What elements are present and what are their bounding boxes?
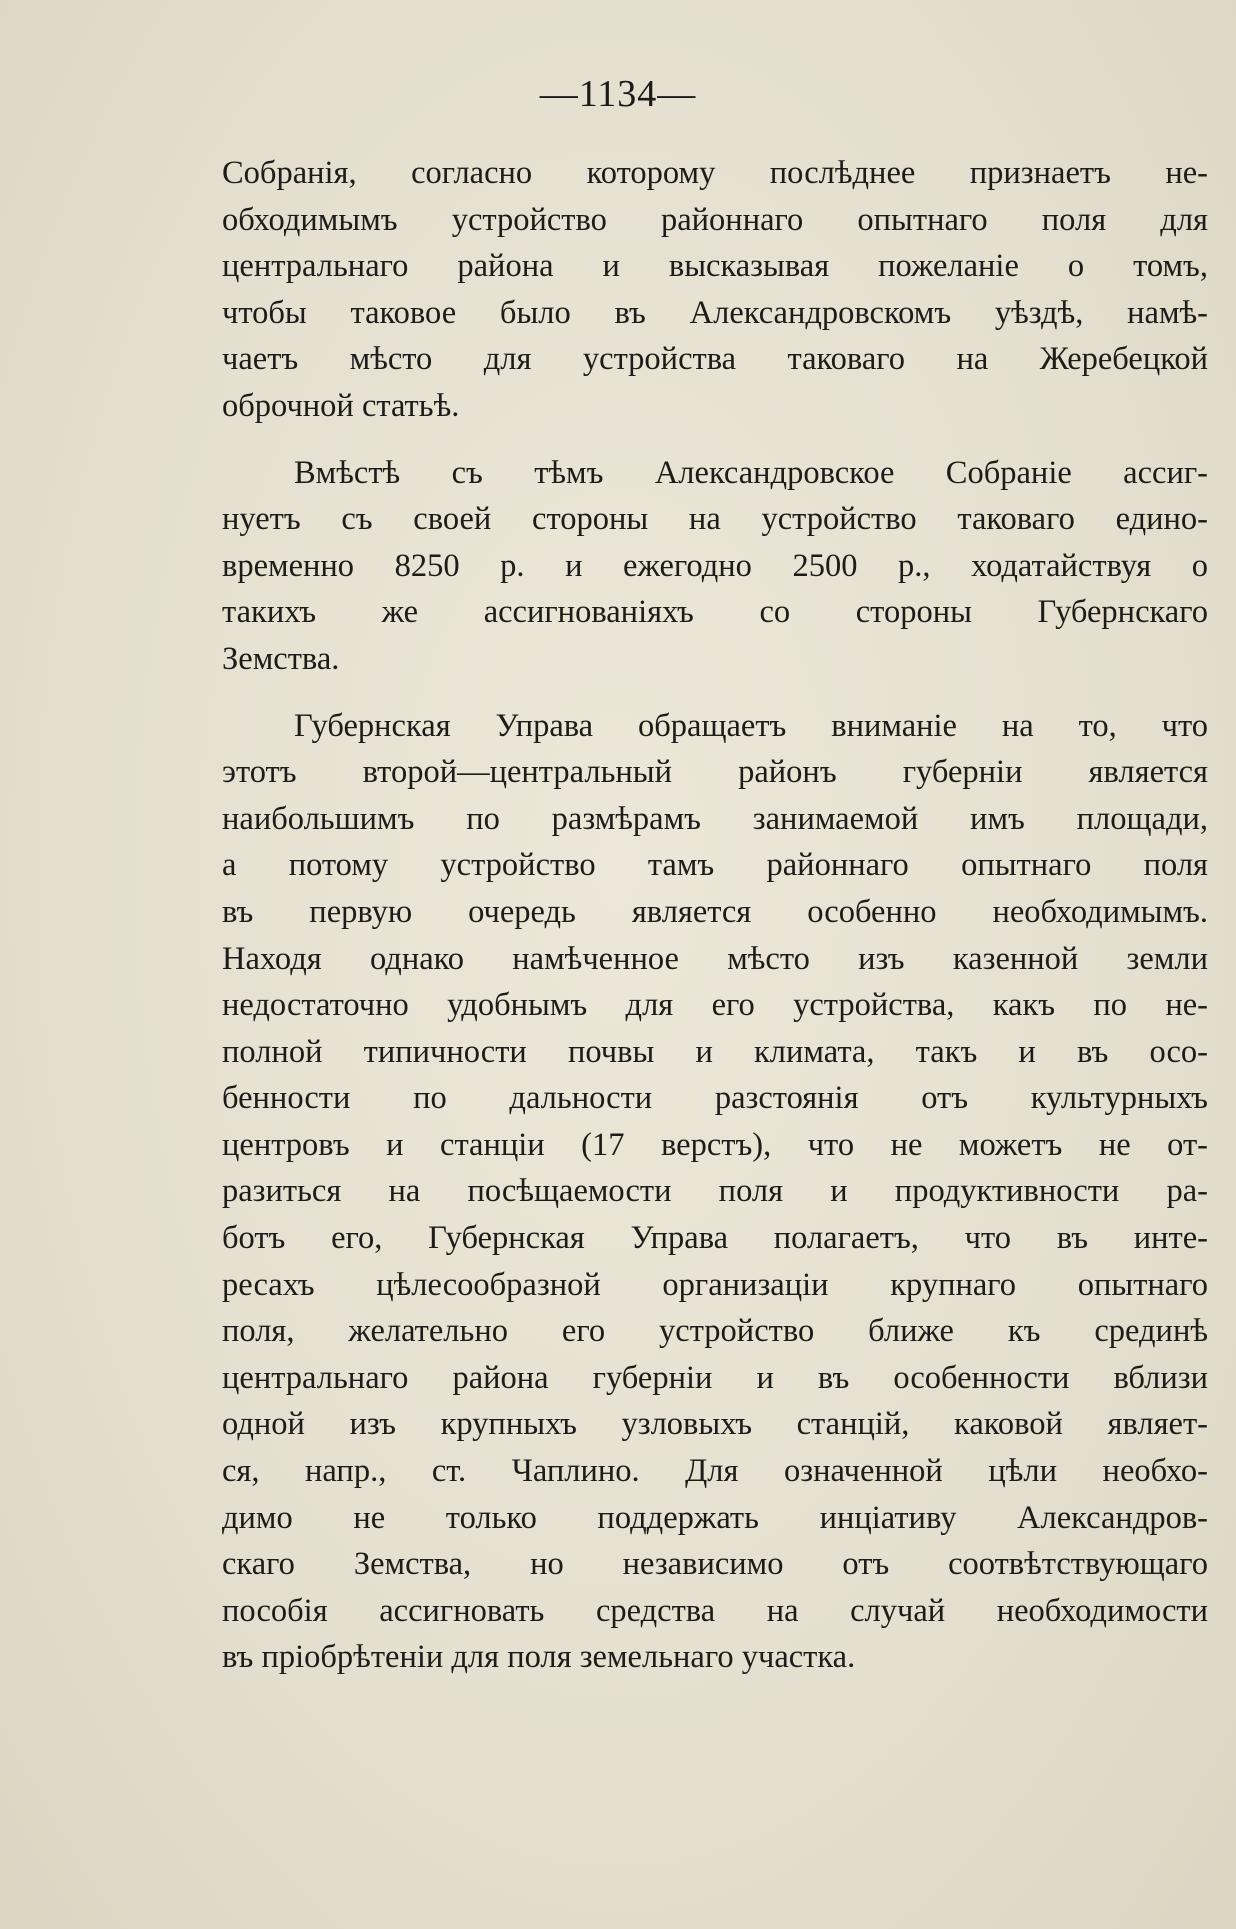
text-line: Вмѣстѣ съ тѣмъ Александровское Собраніе ассиг- — [294, 454, 1208, 491]
text-line: Находя однако намѣченное мѣсто изъ казенной земли — [222, 940, 1208, 977]
text-line: пособія ассигновать средства на случай необходимости — [222, 1592, 1208, 1629]
text-line: центральнаго района губерніи и въ особенности вблизи — [222, 1359, 1208, 1396]
text-line: такихъ же ассигнованіяхъ со стороны Губернскаго — [222, 594, 1208, 631]
paragraph-1 — [222, 150, 1208, 430]
text-line: временно 8250 р. и ежегодно 2500 р., ходатайствуя о — [222, 547, 1208, 584]
text-line: скаго Земства, но независимо отъ соотвѣтствующаго — [222, 1546, 1208, 1583]
text-line: обходимымъ устройство районнаго опытнаго поля для — [222, 201, 1208, 238]
text-line: въ пріобрѣтеніи для поля земельнаго участка. — [222, 1639, 856, 1676]
page-number: —1134— — [539, 73, 697, 115]
text-line: разиться на посѣщаемости поля и продуктивности ра- — [222, 1173, 1208, 1210]
text-line: наибольшимъ по размѣрамъ занимаемой имъ площади, — [222, 800, 1208, 837]
text-line: Собранія, согласно которому послѣднее признаетъ не- — [222, 155, 1208, 191]
text-line: ся, напр., ст. Чаплино. Для означенной цѣли необхо- — [222, 1453, 1208, 1490]
text-line: димо не только поддержать инціативу Александров- — [222, 1499, 1208, 1536]
paragraph-2 — [222, 450, 1208, 683]
text-line: центральнаго района и высказывая пожеланіе о томъ, — [222, 248, 1208, 285]
text-line: недостаточно удобнымъ для его устройства, какъ по не- — [222, 987, 1208, 1024]
text-line: поля, желательно его устройство ближе къ срединѣ — [222, 1313, 1208, 1350]
text-line: ботъ его, Губернская Управа полагаетъ, что въ инте- — [222, 1220, 1208, 1257]
text-line: центровъ и станціи (17 верстъ), что не можетъ не от- — [222, 1126, 1208, 1163]
text-line: въ первую очередь является особенно необходимымъ. — [222, 893, 1208, 930]
text-line: ресахъ цѣлесообразной организаціи крупнаго опытнаго — [222, 1266, 1208, 1303]
paragraph-3 — [222, 703, 1208, 1681]
text-line: полной типичности почвы и климата, такъ и въ осо- — [222, 1033, 1208, 1070]
body-text — [222, 150, 1208, 1681]
text-line: нуетъ съ своей стороны на устройство таковаго едино- — [222, 501, 1208, 538]
text-line: бенности по дальности разстоянія отъ культурныхъ — [222, 1080, 1208, 1117]
text-line: а потому устройство тамъ районнаго опытнаго поля — [222, 847, 1208, 884]
text-line: одной изъ крупныхъ узловыхъ станцій, каковой являет- — [222, 1406, 1208, 1443]
text-line: чтобы таковое было въ Александровскомъ уѣздѣ, намѣ- — [222, 294, 1208, 331]
text-line: Губернская Управа обращаетъ вниманіе на то, что — [294, 707, 1208, 744]
text-line: чаетъ мѣсто для устройства таковаго на Жеребецкой — [222, 341, 1208, 378]
text-line: оброчной статьѣ. — [222, 387, 460, 424]
text-line: Земства. — [222, 640, 340, 677]
text-line: этотъ второй—центральный районъ губерніи является — [222, 754, 1208, 791]
